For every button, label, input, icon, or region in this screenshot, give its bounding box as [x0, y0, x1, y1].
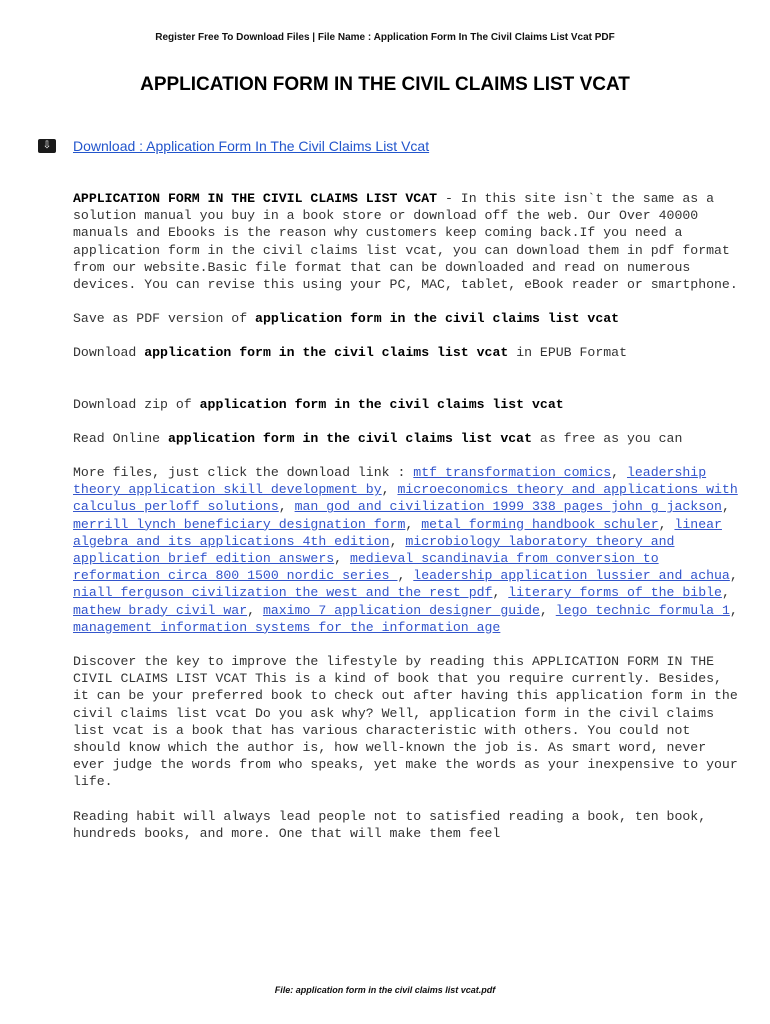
document-body	[73, 190, 743, 859]
more-link[interactable]: mathew brady civil war	[73, 602, 248, 618]
more-link[interactable]: lego technic formula 1	[555, 602, 730, 618]
reading-paragraph: Reading habit will always lead people not to satisfied reading a book, ten book, hundreds books, and more. One that will make them feel	[73, 808, 707, 841]
more-link[interactable]: niall ferguson civilization the west and the rest pdf	[73, 585, 493, 601]
intro-text: - In this site isn`t the same as a solution manual you buy in a book store or download off the web. Our Over 40000 manuals and Ebooks is the reason why customers keep coming back.If you need a application form in the civil claims list vcat, you can download them in pdf format from our website.Basic file format that can be downloaded and read on numerous devices. You can revise this using your PC, MAC, tablet, eBook reader or smartphone.	[73, 191, 738, 293]
more-link[interactable]: management information systems for the information age	[73, 619, 501, 635]
save-pdf-line	[73, 310, 743, 327]
page-footer: File: application form in the civil claims list vcat.pdf	[274, 985, 496, 995]
page-header: Register Free To Download Files | File Name : Application Form In The Civil Claims List Vcat PDF	[155, 32, 615, 43]
discover-paragraph: Discover the key to improve the lifestyle by reading this APPLICATION FORM IN THE CIVIL CLAIMS LIST VCAT This is a kind of book that you require currently. Besides, it can be your preferred book to check out after having this application form in the civil claims list vcat Do you ask why? Well, application form in the civil claims list vcat is a book that has various characteristic with others. You could not should know which the author is, how well-known the job is. As smart word, never ever judge the words from who speaks, yet make the words as your inexpensive to your life.	[73, 654, 738, 790]
read-online-line	[73, 430, 743, 447]
more-files-paragraph: More files, just click the download link : mtf transformation comics, leadership theory application skill development by, microeconomics theory and applications with calculus perloff solutions, man god and civilization 1999 338 pages john g jackson, merrill lynch beneficiary designation form, metal forming handbook schuler, linear algebra and its applications 4th edition, microbiology laboratory theory and application brief edition answers, medieval scandinavia from conversion to reformation circa 800 1500 nordic series , leadership application lussier and achua, niall ferguson civilization the west and the rest pdf, literary forms of the bible, mathew brady civil war, maximo 7 application designer guide, lego technic formula 1, management information systems for the information age	[73, 465, 738, 635]
save-pdf-bold: application form in the civil claims list vcat	[255, 311, 620, 327]
read-online-prefix: Read Online	[73, 430, 168, 446]
download-zip-line	[73, 396, 743, 413]
page-title: APPLICATION FORM IN THE CIVIL CLAIMS LIST VCAT	[140, 74, 630, 95]
more-link[interactable]: linear algebra and its applications 4th edition	[73, 516, 722, 549]
epub-prefix: Download	[73, 345, 145, 361]
read-online-bold: application form in the civil claims list vcat	[167, 430, 533, 446]
more-link[interactable]: medieval scandinavia from conversion to reformation circa 800 1500 nordic series	[73, 551, 659, 584]
zip-prefix: Download zip of	[73, 396, 200, 412]
download-icon[interactable]: ⇩	[38, 139, 56, 153]
epub-bold: application form in the civil claims list vcat	[144, 345, 509, 361]
more-link[interactable]: metal forming handbook schuler	[421, 516, 659, 532]
more-link[interactable]: microbiology laboratory theory and application brief edition answers	[73, 533, 675, 567]
more-link[interactable]: man god and civilization 1999 338 pages john g jackson	[294, 499, 722, 515]
zip-bold: application form in the civil claims list vcat	[199, 396, 564, 412]
more-files-prefix: More files, just click the download link :	[73, 465, 414, 481]
more-link[interactable]: literary forms of the bible	[508, 585, 722, 601]
more-link[interactable]: mtf transformation comics	[413, 465, 612, 481]
save-pdf-prefix: Save as PDF version of	[73, 311, 256, 327]
read-online-suffix: as free as you can	[532, 430, 683, 446]
epub-suffix: in EPUB Format	[508, 345, 627, 361]
download-epub-line	[73, 344, 743, 361]
more-link[interactable]: leadership application lussier and achua	[413, 568, 730, 584]
intro-paragraph	[73, 190, 743, 293]
more-link[interactable]: maximo 7 application designer guide	[262, 602, 540, 618]
more-link[interactable]: merrill lynch beneficiary designation form	[73, 516, 406, 532]
intro-bold: APPLICATION FORM IN THE CIVIL CLAIMS LIST VCAT	[73, 191, 438, 206]
more-link[interactable]: leadership theory application skill development by	[73, 465, 707, 498]
more-link[interactable]: microeconomics theory and applications with calculus perloff solutions	[73, 482, 738, 515]
download-link[interactable]: Download : Application Form In The Civil Claims List Vcat	[73, 138, 430, 154]
